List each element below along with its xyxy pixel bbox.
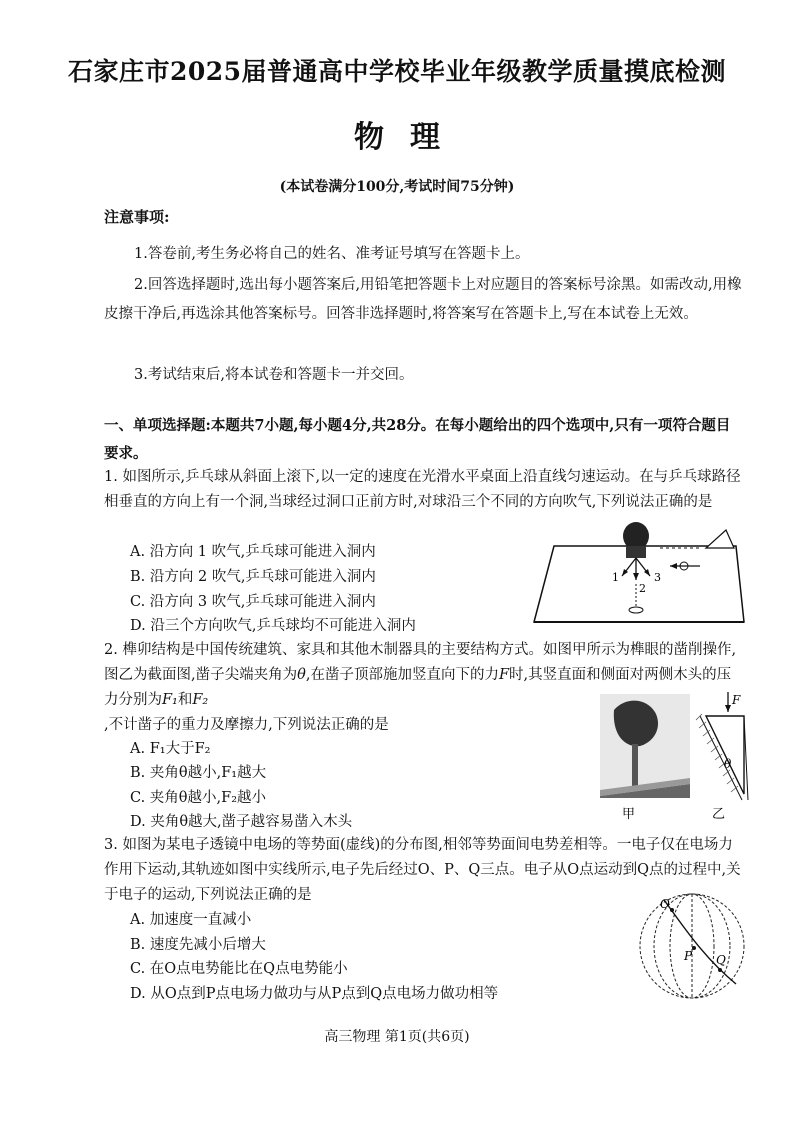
q3-figure-label-q: Q	[716, 953, 726, 967]
q2-figure	[596, 690, 750, 825]
question-1	[104, 465, 744, 515]
subject-title: 物理	[354, 120, 466, 155]
q2-figure-caption-jia: 甲	[622, 807, 636, 822]
q1-figure-label-3: 3	[654, 571, 661, 584]
q2-stem-part: 和	[177, 692, 193, 708]
question-1-number: 1.	[104, 469, 118, 485]
q2-stem-part: 时,其竖直面和侧面对两侧木头的压力分别为	[104, 667, 732, 708]
q3-option-d: D. 从O点到P点电场力做功与从P点到Q点电场力做功相等	[130, 986, 499, 1002]
notice-item-1: 1.答卷前,考生务必将自己的姓名、准考证号填写在答题卡上。	[134, 246, 530, 262]
page-footer: 高三物理 第1页(共6页)	[324, 1029, 470, 1045]
q1-option-a: A. 沿方向 1 吹气,乒乓球可能进入洞内	[130, 544, 376, 560]
question-3-stem: 如图为某电子透镜中电场的等势面(虚线)的分布图,相邻等势面间电势差相等。一电子仅在电场力作用下运动,其轨迹如图中实线所示,电子先后经过O、P、Q三点。电子从O点运动到Q点的过程中,关于电子的运动,下列说法正确的是	[104, 837, 741, 903]
q2-stem-part: 榫卯结构是中国传统建筑、家具和其他木制器具的主要结构方式。如图甲所示为榫眼的凿削操作,图乙为截面图,凿子尖端夹角为	[104, 642, 737, 683]
q3-figure-label-o: O	[660, 897, 670, 911]
section1-heading: 一、单项选择题:本题共7小题,每小题4分,共28分。在每小题给出的四个选项中,只有一项符合题目要求。	[104, 417, 731, 462]
q3-figure-label-p: P	[684, 949, 693, 963]
q2-option-b: B. 夹角θ越小,F₁越大	[130, 765, 267, 781]
q2-stem-part: ,在凿子顶部施加竖直向下的力	[305, 667, 499, 683]
q1-figure-label-2: 2	[639, 582, 646, 595]
q1-option-b: B. 沿方向 2 吹气,乒乓球可能进入洞内	[130, 569, 376, 585]
q2-force-f2: F₂	[192, 692, 209, 708]
question-1-stem: 如图所示,乒乓球从斜面上滚下,以一定的速度在光滑水平桌面上沿直线匀速运动。在与乒乓球路径相垂直的方向上有一个洞,当球经过洞口正前方时,对球沿三个不同的方向吹气,下列说法正确的是	[104, 469, 741, 510]
exam-info: (本试卷满分100分,考试时间75分钟)	[279, 179, 515, 195]
q2-figure-caption-yi: 乙	[712, 807, 726, 822]
q2-stem-part: ,不计凿子的重力及摩擦力,下列说法正确的是	[104, 717, 389, 733]
q3-option-b: B. 速度先减小后增大	[130, 937, 266, 953]
q3-option-a: A. 加速度一直减小	[130, 912, 252, 928]
q2-figure-label-theta: θ	[724, 757, 732, 771]
q3-option-c: C. 在O点电势能比在Q点电势能小	[130, 961, 348, 977]
q2-option-a: A. F₁大于F₂	[130, 741, 211, 757]
notice-item-2: 2.回答选择题时,选出每小题答案后,用铅笔把答题卡上对应题目的答案标号涂黑。如需改动,用橡皮擦干净后,再选涂其他答案标号。回答非选择题时,将答案写在答题卡上,写在本试卷上无效。	[104, 277, 742, 322]
notice-item-3: 3.考试结束后,将本试卷和答题卡一并交回。	[134, 367, 414, 383]
q2-force-f1: F₁	[162, 692, 178, 708]
q2-option-c: C. 夹角θ越小,F₂越小	[130, 790, 267, 806]
q1-option-c: C. 沿方向 3 吹气,乒乓球可能进入洞内	[130, 594, 376, 610]
question-3-number: 3.	[104, 837, 118, 853]
q1-figure-label-1: 1	[612, 571, 619, 584]
q1-figure-table	[530, 518, 750, 626]
q2-option-d: D. 夹角θ越大,凿子越容易凿入木头	[130, 814, 353, 830]
q1-option-d: D. 沿三个方向吹气,乒乓球均不可能进入洞内	[130, 618, 416, 634]
exam-title: 石家庄市2025届普通高中学校毕业年级教学质量摸底检测	[67, 57, 727, 86]
q2-force-f: F	[498, 667, 510, 683]
q3-figure-equipotential	[636, 890, 748, 1002]
q2-theta: θ	[297, 667, 306, 683]
notice-heading: 注意事项:	[104, 208, 170, 226]
q2-figure-label-f: F	[732, 693, 741, 707]
question-2-number: 2.	[104, 642, 118, 658]
